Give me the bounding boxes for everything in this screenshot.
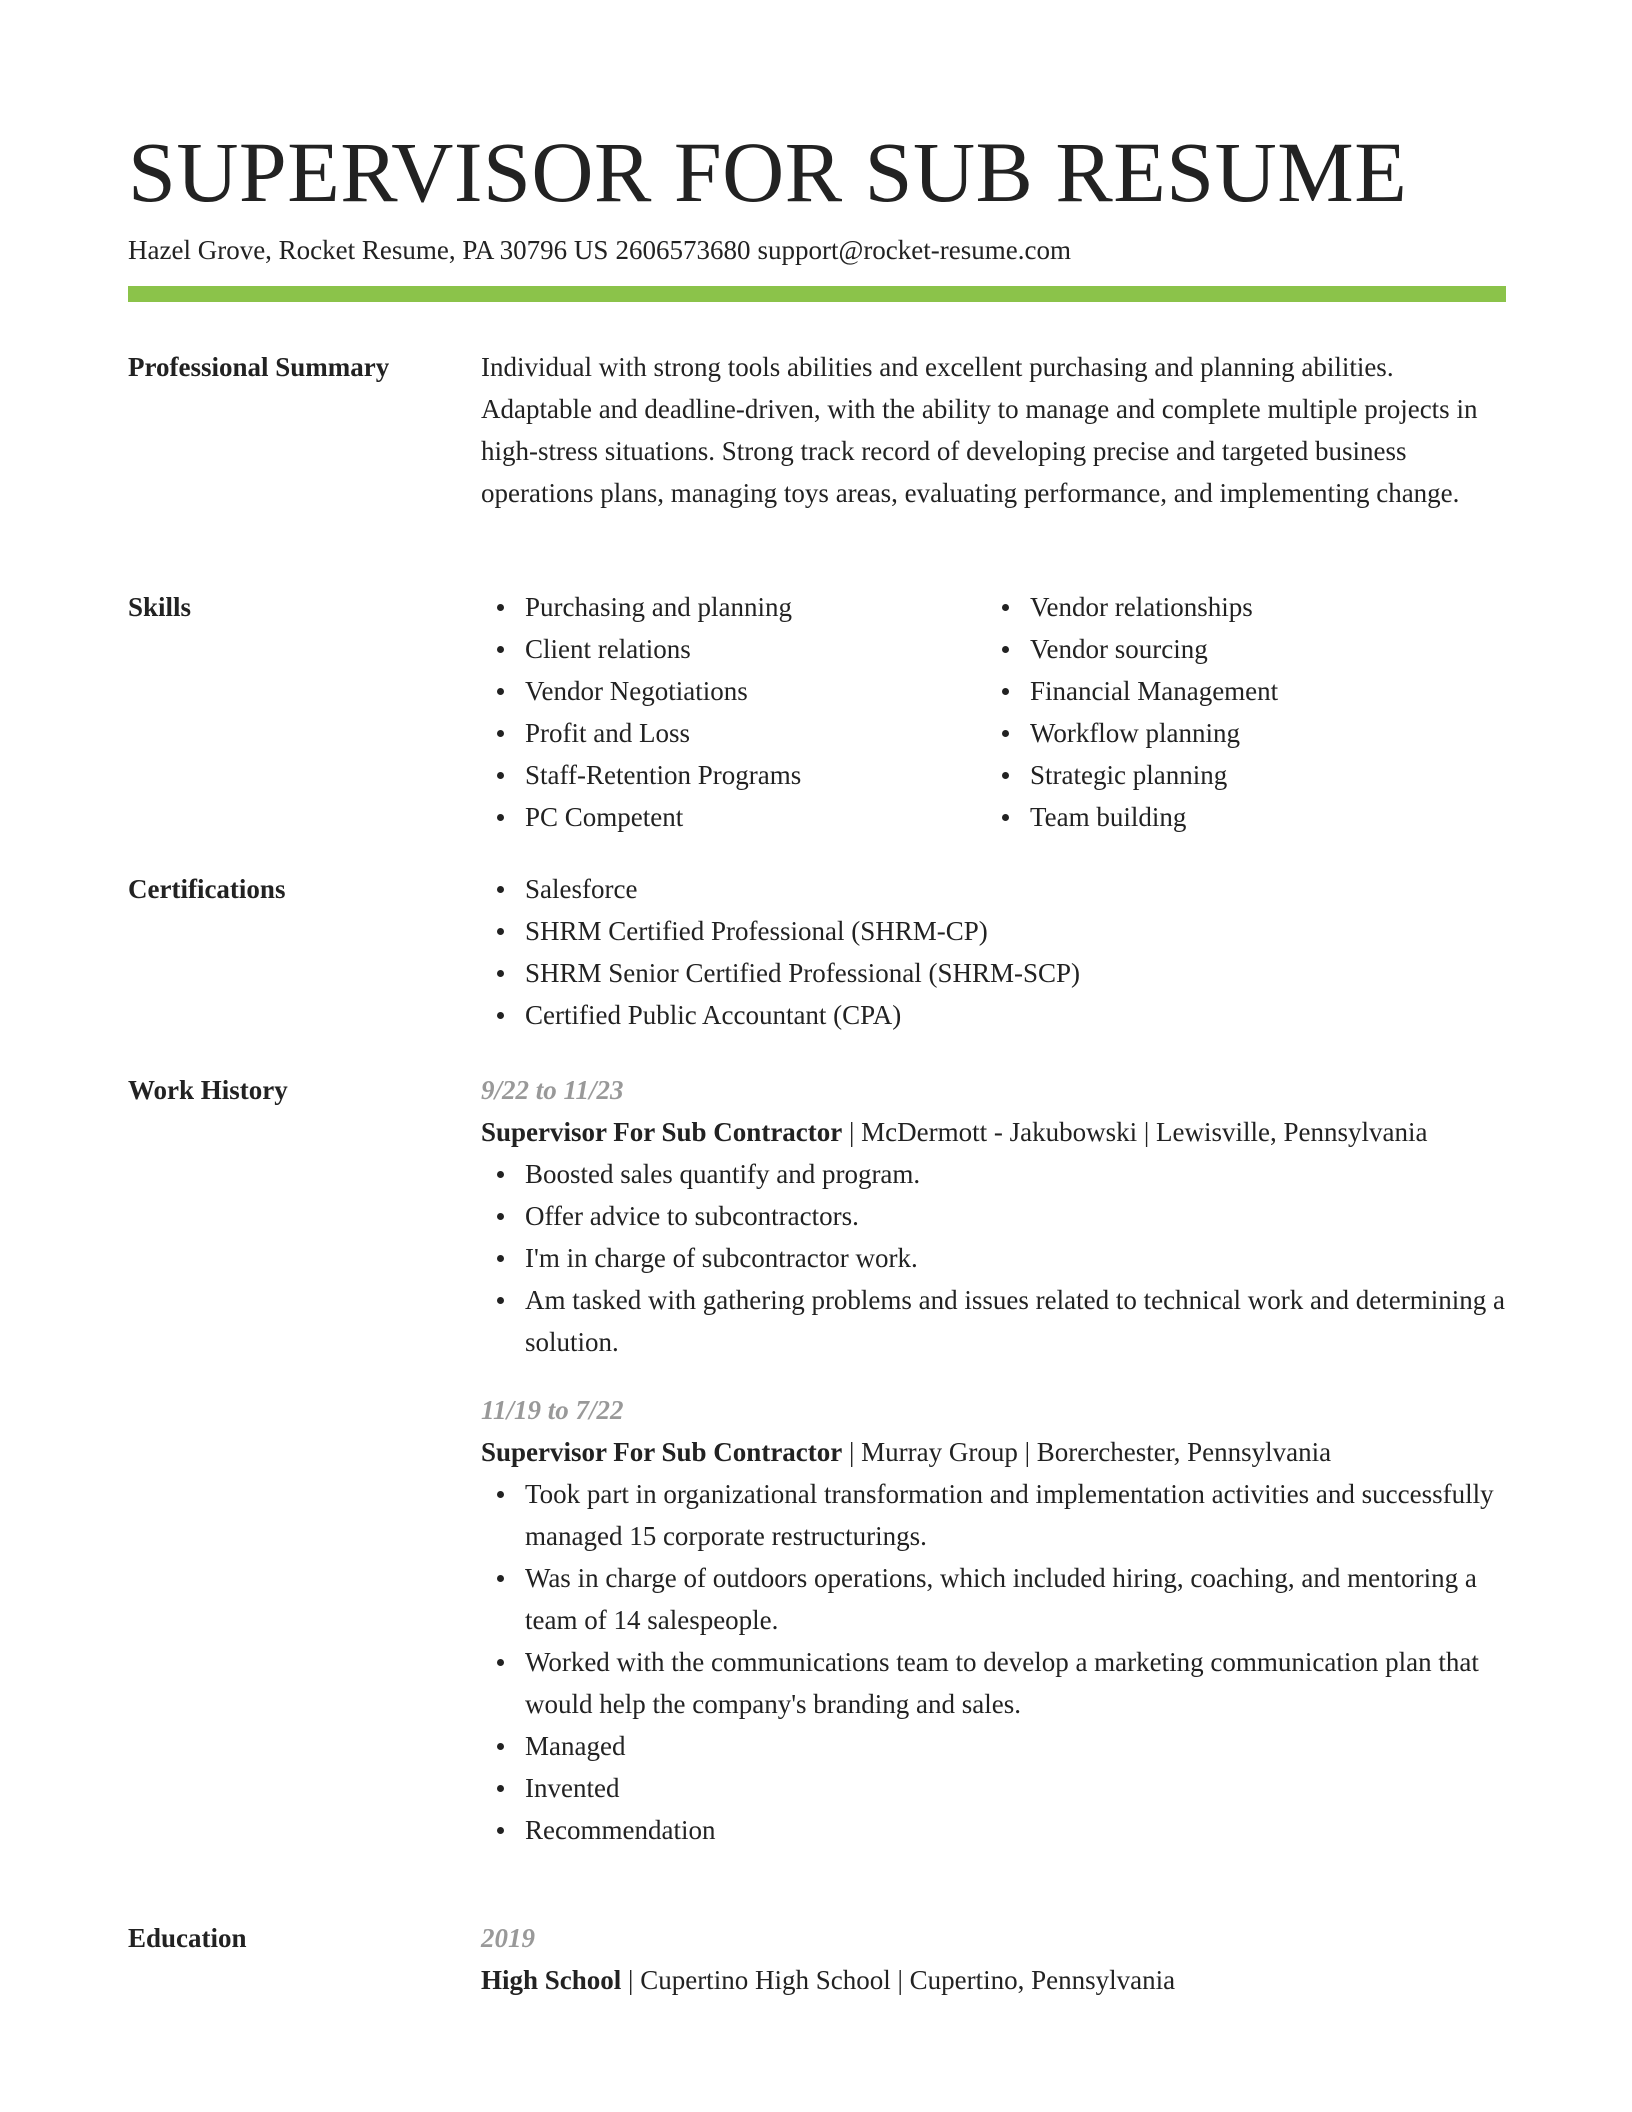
education-year: 2019: [481, 1923, 535, 1953]
skills-list-right: [986, 586, 1491, 838]
job-dates: 9/22 to 11/23: [481, 1075, 624, 1105]
job-bullet: Managed: [481, 1725, 1506, 1767]
job-entry: [481, 1389, 1506, 1851]
skills-list-left: [481, 586, 986, 838]
certification-item: Salesforce: [481, 868, 1506, 910]
header-divider: [128, 286, 1506, 302]
certification-item: SHRM Certified Professional (SHRM-CP): [481, 910, 1506, 952]
education-degree: High School: [481, 1965, 622, 1995]
work-history-body: [481, 1069, 1506, 1851]
job-bullet: Recommendation: [481, 1809, 1506, 1851]
skill-item: Vendor Negotiations: [481, 670, 986, 712]
job-bullet: Am tasked with gathering problems and issues related to technical work and determining a solution.: [481, 1279, 1506, 1363]
skills-section: [128, 586, 1506, 846]
skill-item: Workflow planning: [986, 712, 1491, 754]
certifications-section: [128, 868, 1506, 1048]
education-line: High School | Cupertino High School | Cupertino, Pennsylvania: [481, 1965, 1176, 1995]
education-label: Education: [128, 1923, 247, 1953]
skill-item: Vendor sourcing: [986, 628, 1491, 670]
job-location: Borerchester, Pennsylvania: [1036, 1437, 1332, 1467]
contact-address: Hazel Grove, Rocket Resume, PA 30796 US: [128, 235, 609, 265]
work-history-section: [128, 1069, 1506, 1889]
job-bullet: I'm in charge of subcontractor work.: [481, 1237, 1506, 1279]
certifications-body: [481, 868, 1506, 1036]
certifications-list: [481, 868, 1506, 1036]
job-bullet: Took part in organizational transformation and implementation activities and successfully managed 15 corporate restructurings.: [481, 1473, 1506, 1557]
job-title: Supervisor For Sub Contractor: [481, 1117, 843, 1147]
skill-item: Vendor relationships: [986, 586, 1491, 628]
education-section: [128, 1917, 1506, 2017]
skill-item: PC Competent: [481, 796, 986, 838]
skills-grid: [481, 586, 1506, 838]
job-company: Murray Group: [861, 1437, 1018, 1467]
education-school: Cupertino High School: [640, 1965, 891, 1995]
contact-email[interactable]: support@rocket-resume.com: [757, 235, 1071, 265]
skill-item: Profit and Loss: [481, 712, 986, 754]
job-bullets: [481, 1473, 1506, 1851]
job-title: Supervisor For Sub Contractor: [481, 1437, 843, 1467]
job-bullet: Boosted sales quantify and program.: [481, 1153, 1506, 1195]
certifications-label: Certifications: [128, 874, 286, 904]
work-history-label: Work History: [128, 1075, 288, 1105]
job-bullet: Worked with the communications team to develop a marketing communication plan that would help the company's branding and sales.: [481, 1641, 1506, 1725]
job-company: McDermott - Jakubowski: [861, 1117, 1138, 1147]
job-role-line: Supervisor For Sub Contractor | McDermott - Jakubowski | Lewisville, Pennsylvania: [481, 1117, 1428, 1147]
skill-item: Purchasing and planning: [481, 586, 986, 628]
job-dates: 11/19 to 7/22: [481, 1395, 624, 1425]
summary-section: [128, 346, 1506, 526]
education-body: [481, 1917, 1506, 2001]
summary-text: Individual with strong tools abilities and excellent purchasing and planning abilities. Adaptable and deadline-driven, with the ability to manage and complete multiple projects in high-stress situations. Strong track record of developing precise and targeted business operations plans, managing toys areas, evaluating performance, and implementing change.: [481, 352, 1478, 508]
skill-item: Staff-Retention Programs: [481, 754, 986, 796]
contact-phone: 2606573680: [615, 235, 751, 265]
skill-item: Financial Management: [986, 670, 1491, 712]
summary-label: Professional Summary: [128, 352, 390, 382]
job-bullet: Invented: [481, 1767, 1506, 1809]
education-location: Cupertino, Pennsylvania: [909, 1965, 1176, 1995]
job-bullets: [481, 1153, 1506, 1363]
skills-label: Skills: [128, 592, 192, 622]
job-bullet: Offer advice to subcontractors.: [481, 1195, 1506, 1237]
certification-item: Certified Public Accountant (CPA): [481, 994, 1506, 1036]
job-role-line: Supervisor For Sub Contractor | Murray Group | Borerchester, Pennsylvania: [481, 1437, 1332, 1467]
summary-body: [481, 346, 1506, 514]
contact-line: [128, 232, 1071, 268]
certification-item: SHRM Senior Certified Professional (SHRM-SCP): [481, 952, 1506, 994]
job-bullet: Was in charge of outdoors operations, which included hiring, coaching, and mentoring a team of 14 salespeople.: [481, 1557, 1506, 1641]
skill-item: Client relations: [481, 628, 986, 670]
resume-title: SUPERVISOR FOR SUB RESUME: [128, 124, 1408, 220]
skill-item: Strategic planning: [986, 754, 1491, 796]
job-entry: [481, 1069, 1506, 1363]
job-location: Lewisville, Pennsylvania: [1156, 1117, 1428, 1147]
skill-item: Team building: [986, 796, 1491, 838]
